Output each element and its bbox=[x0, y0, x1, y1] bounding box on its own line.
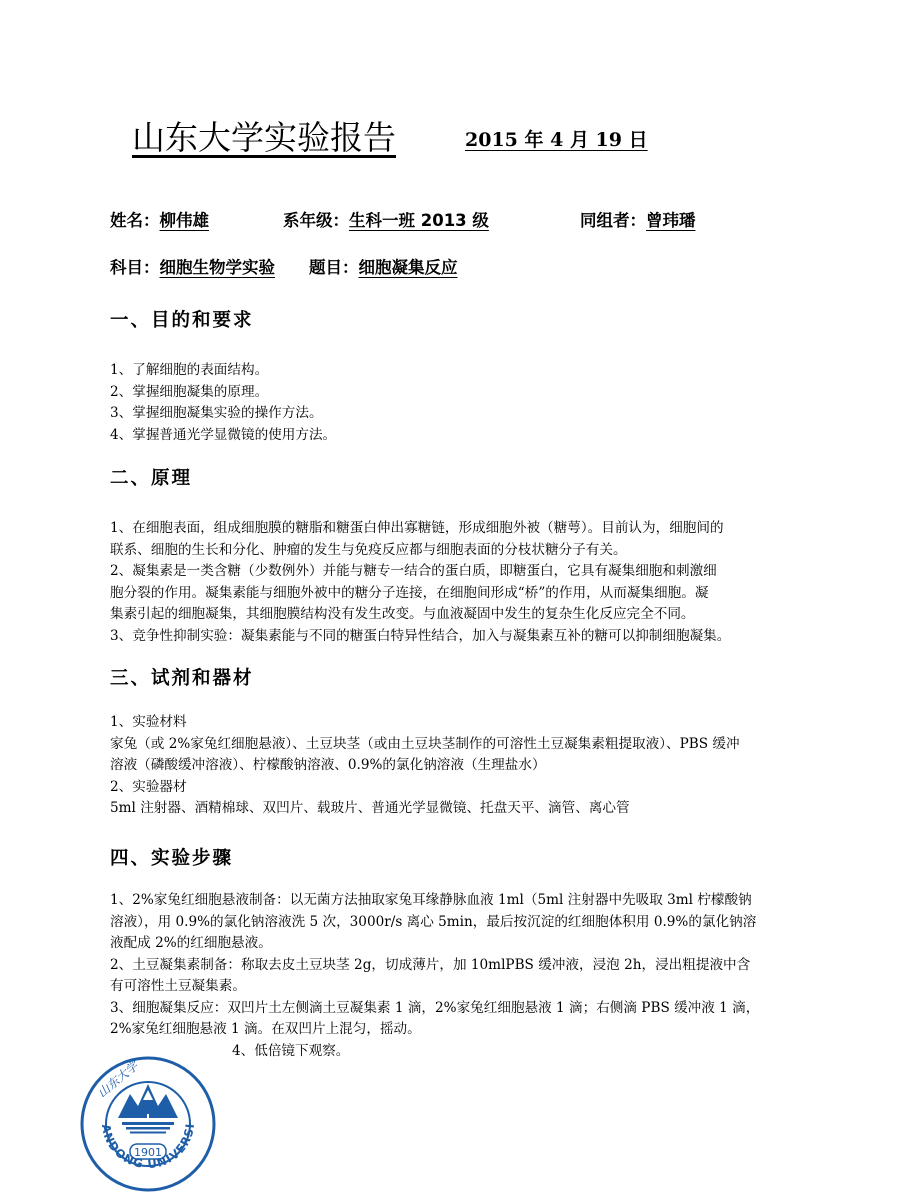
section-1-line: 4、掌握普通光学显微镜的使用方法。 bbox=[110, 426, 337, 443]
section-4-heading: 四、实验步骤 bbox=[110, 848, 234, 869]
section-2-line: 联系、细胞的生长和分化、肿瘤的发生与免疫反应都与细胞表面的分枝状糖分子有关。 bbox=[110, 541, 627, 558]
section-4-line: 3、细胞凝集反应：双凹片土左侧滴土豆凝集素 1 滴，2%家兔红细胞悬液 1 滴；右侧滴 PBS 缓冲液 1 滴， bbox=[110, 999, 760, 1016]
topic-value: 细胞凝集反应 bbox=[358, 258, 458, 277]
class-field bbox=[283, 209, 489, 233]
section-4-line: 有可溶性土豆凝集素。 bbox=[110, 978, 246, 994]
partner-label: 同组者： bbox=[580, 211, 646, 230]
class-value: 生科一班 2013 级 bbox=[349, 211, 489, 230]
section-1-line: 3、掌握细胞凝集实验的操作方法。 bbox=[110, 405, 323, 421]
topic-field bbox=[309, 256, 458, 280]
section-3-line: 1、实验材料 bbox=[110, 714, 187, 730]
seal-year: 1901 bbox=[134, 1146, 162, 1159]
section-2-line: 胞分裂的作用。凝集素能与细胞外被中的糖分子连接，在细胞间形成“桥”的作用，从而凝集细胞。凝 bbox=[110, 584, 709, 601]
section-4-line: 2%家兔红细胞悬液 1 滴。在双凹片上混匀，摇动。 bbox=[110, 1021, 421, 1037]
section-3-line: 溶液（磷酸缓冲溶液）、柠檬酸钠溶液、0.9%的氯化钠溶液（生理盐水） bbox=[110, 757, 546, 773]
section-4-last-line: 4、低倍镜下观察。 bbox=[232, 1043, 350, 1059]
subject-value: 细胞生物学实验 bbox=[159, 258, 275, 277]
section-3-line: 5ml 注射器、酒精棉球、双凹片、载玻片、普通光学显微镜、托盘天平、滴管、离心管 bbox=[110, 800, 630, 816]
section-1-line: 2、掌握细胞凝集的原理。 bbox=[110, 383, 269, 400]
section-2-line: 1、在细胞表面，组成细胞膜的糖脂和糖蛋白伸出寡糖链，形成细胞外被（糖萼）。目前认为，细胞间的 bbox=[110, 520, 724, 536]
section-2-line: 集素引起的细胞凝集，其细胞膜结构没有发生改变。与血液凝固中发生的复杂生化反应完全不同。 bbox=[110, 606, 695, 622]
section-2-line: 2、凝集素是一类含糖（少数例外）并能与糖专一结合的蛋白质，即糖蛋白，它具有凝集细胞和刺激细 bbox=[110, 563, 717, 579]
name-value: 柳伟雄 bbox=[159, 211, 209, 230]
section-4-line: 溶液），用 0.9%的氯化钠溶液洗 5 次，3000r/s 离心 5min，最后按沉淀的红细胞体积用 0.9%的氯化钠溶 bbox=[110, 913, 757, 930]
section-1-line: 1、了解细胞的表面结构。 bbox=[110, 362, 269, 378]
section-4-body bbox=[110, 890, 816, 1041]
section-3-line: 家兔（或 2%家兔红细胞悬液）、土豆块茎（或由土豆块茎制作的可溶性土豆凝集素粗提取液）、PBS 缓冲 bbox=[110, 735, 740, 752]
section-1-body bbox=[110, 360, 816, 446]
section-3-heading: 三、试剂和器材 bbox=[110, 668, 254, 689]
subject-field bbox=[110, 256, 275, 280]
name-field bbox=[110, 209, 209, 233]
section-4-line: 液配成 2%的红细胞悬液。 bbox=[110, 935, 272, 951]
seal-calligraphy: 山东大学 bbox=[94, 1058, 141, 1101]
class-label: 系年级： bbox=[283, 211, 349, 230]
section-2-heading: 二、原理 bbox=[110, 468, 193, 489]
topic-label: 题目： bbox=[309, 258, 359, 277]
section-1-heading: 一、目的和要求 bbox=[110, 310, 254, 331]
partner-value: 曾玮璠 bbox=[646, 211, 696, 230]
university-seal-logo bbox=[80, 1056, 216, 1192]
report-date: 2015 年 4 月 19 日 bbox=[465, 129, 648, 151]
partner-field bbox=[580, 209, 696, 233]
report-title: 山东大学实验报告 bbox=[132, 118, 396, 157]
section-2-line: 3、竞争性抑制实验：凝集素能与不同的糖蛋白特异性结合，加入与凝集素互补的糖可以抑制细胞凝集。 bbox=[110, 627, 731, 644]
section-3-line: 2、实验器材 bbox=[110, 778, 187, 795]
section-2-body bbox=[110, 518, 816, 647]
seal-university-name: ANDONG UNIVERSI bbox=[98, 1122, 198, 1172]
seal-graphic bbox=[80, 1056, 216, 1192]
subject-label: 科目： bbox=[110, 258, 160, 277]
section-3-body bbox=[110, 712, 816, 820]
name-label: 姓名： bbox=[110, 211, 160, 230]
section-4-line: 1、2%家兔红细胞悬液制备：以无菌方法抽取家兔耳缘静脉血液 1ml（5ml 注射器中先吸取 3ml 柠檬酸钠 bbox=[110, 892, 752, 908]
section-4-line: 2、土豆凝集素制备：称取去皮土豆块茎 2g，切成薄片，加 10mlPBS 缓冲液，浸泡 2h，浸出粗提液中含 bbox=[110, 956, 751, 973]
